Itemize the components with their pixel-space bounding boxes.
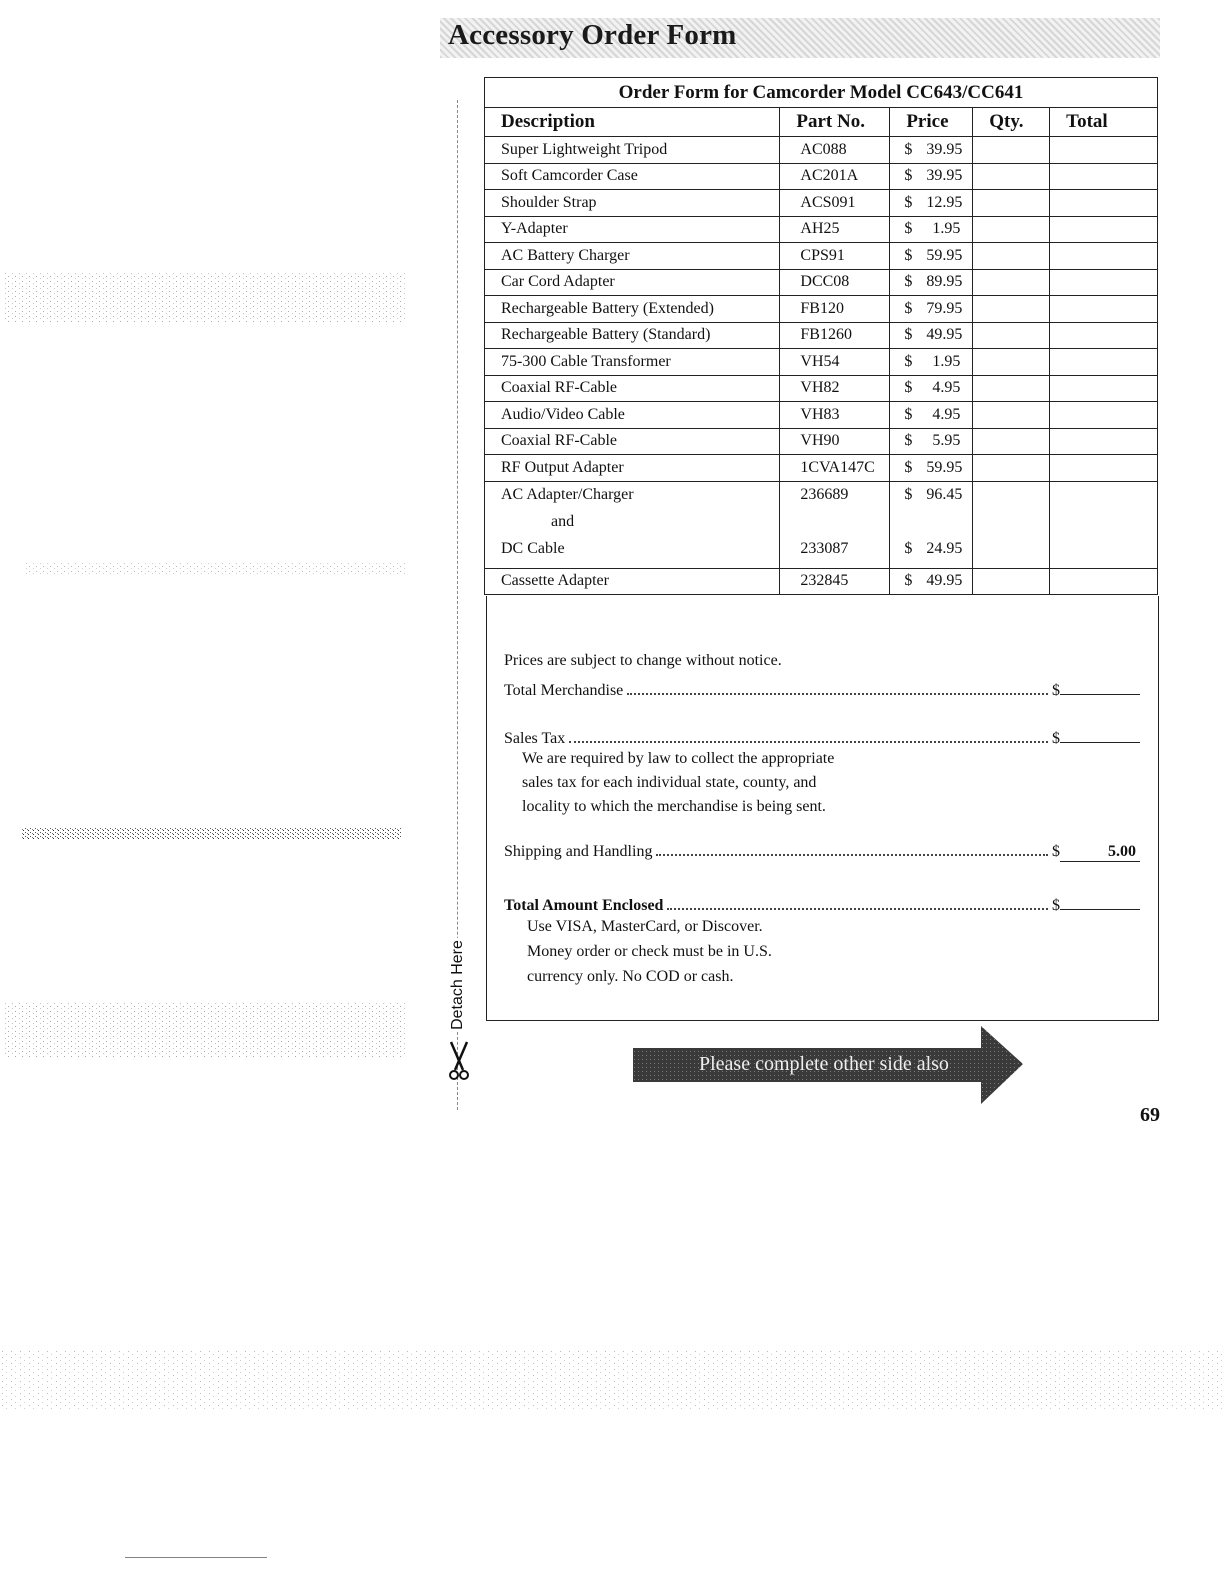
currency-symbol: $ bbox=[904, 352, 913, 370]
item-price-cell bbox=[890, 296, 973, 323]
currency-symbol: $ bbox=[904, 539, 913, 557]
currency-symbol: $ bbox=[1052, 682, 1060, 699]
currency-symbol: $ bbox=[904, 167, 913, 185]
total-merchandise-field[interactable] bbox=[1060, 676, 1140, 695]
item-qty-cell[interactable] bbox=[973, 296, 1050, 323]
total-merchandise-label: Total Merchandise bbox=[504, 682, 624, 699]
note-line: locality to which the merchandise is being sent. bbox=[522, 798, 826, 815]
item-description: 75-300 Cable Transformer bbox=[485, 349, 780, 376]
item-total-cell[interactable] bbox=[1050, 269, 1158, 296]
item-price: 39.95 bbox=[926, 140, 963, 158]
continue-arrow bbox=[633, 1026, 1023, 1104]
item-part-no: VH83 bbox=[780, 402, 890, 429]
currency-symbol: $ bbox=[904, 220, 913, 238]
note-line: We are required by law to collect the appropriate bbox=[522, 750, 835, 767]
currency-symbol: $ bbox=[904, 299, 913, 317]
item-part-no: DCC08 bbox=[780, 269, 890, 296]
currency-symbol: $ bbox=[904, 246, 913, 264]
item-description-cell bbox=[485, 481, 780, 568]
item-price: 24.95 bbox=[926, 539, 963, 557]
item-total-cell[interactable] bbox=[1050, 190, 1158, 217]
item-total-cell[interactable] bbox=[1050, 402, 1158, 429]
currency-symbol: $ bbox=[904, 458, 913, 476]
item-price-cell bbox=[890, 243, 973, 270]
table-row bbox=[485, 216, 1158, 243]
table-row bbox=[485, 296, 1158, 323]
scan-speckle-left bbox=[0, 0, 420, 1584]
table-row bbox=[485, 137, 1158, 164]
sales-tax-label: Sales Tax bbox=[504, 730, 566, 747]
item-joiner: and bbox=[551, 512, 575, 530]
page-number: 69 bbox=[1140, 1104, 1160, 1126]
arrow-text: Please complete other side also bbox=[699, 1053, 949, 1075]
table-row bbox=[485, 428, 1158, 455]
item-total-cell[interactable] bbox=[1050, 216, 1158, 243]
item-price: 96.45 bbox=[926, 485, 963, 503]
table-row bbox=[485, 375, 1158, 402]
note-line: Money order or check must be in U.S. bbox=[527, 943, 772, 960]
item-qty-cell[interactable] bbox=[973, 269, 1050, 296]
item-description: Rechargeable Battery (Extended) bbox=[485, 296, 780, 323]
currency-symbol: $ bbox=[904, 485, 913, 503]
item-part-no: AC088 bbox=[780, 137, 890, 164]
currency-symbol: $ bbox=[904, 432, 913, 450]
item-part-no: VH54 bbox=[780, 349, 890, 376]
currency-symbol: $ bbox=[904, 193, 913, 211]
currency-symbol: $ bbox=[904, 140, 913, 158]
currency-symbol: $ bbox=[904, 326, 913, 344]
table-row bbox=[485, 243, 1158, 270]
item-part-no: CPS91 bbox=[780, 243, 890, 270]
item-description: RF Output Adapter bbox=[485, 455, 780, 482]
sales-tax-field[interactable] bbox=[1060, 724, 1140, 743]
item-total-cell[interactable] bbox=[1050, 349, 1158, 376]
item-description: DC Cable bbox=[501, 539, 565, 557]
shipping-value: 5.00 bbox=[1060, 843, 1140, 862]
order-summary-box bbox=[486, 596, 1159, 1021]
dot-leader bbox=[656, 853, 1048, 856]
dot-leader bbox=[627, 692, 1048, 695]
item-part-no: ACS091 bbox=[780, 190, 890, 217]
item-price: 49.95 bbox=[926, 326, 963, 344]
item-part-no: 232845 bbox=[780, 568, 890, 595]
scan-speckle-bottom bbox=[0, 1350, 1224, 1410]
scissors-icon bbox=[446, 1040, 472, 1084]
item-qty-cell[interactable] bbox=[973, 243, 1050, 270]
note-line: Use VISA, MasterCard, or Discover. bbox=[527, 918, 763, 935]
item-price: 1.95 bbox=[932, 352, 961, 370]
item-total-cell[interactable] bbox=[1050, 455, 1158, 482]
item-price: 4.95 bbox=[932, 379, 961, 397]
item-total-cell[interactable] bbox=[1050, 428, 1158, 455]
item-qty-cell[interactable] bbox=[973, 349, 1050, 376]
currency-symbol: $ bbox=[904, 405, 913, 423]
shipping-label: Shipping and Handling bbox=[504, 843, 653, 860]
column-header-total: Total bbox=[1050, 108, 1158, 137]
item-qty-cell[interactable] bbox=[973, 481, 1050, 568]
note-line: sales tax for each individual state, county, and bbox=[522, 774, 817, 791]
item-qty-cell[interactable] bbox=[973, 428, 1050, 455]
item-description: Rechargeable Battery (Standard) bbox=[485, 322, 780, 349]
item-qty-cell[interactable] bbox=[973, 163, 1050, 190]
table-row bbox=[485, 402, 1158, 429]
item-description: Coaxial RF-Cable bbox=[485, 375, 780, 402]
item-total-cell[interactable] bbox=[1050, 568, 1158, 595]
item-qty-cell[interactable] bbox=[973, 455, 1050, 482]
item-price: 89.95 bbox=[926, 273, 963, 291]
order-table-header-row bbox=[485, 108, 1158, 137]
price-change-note: Prices are subject to change without notice. bbox=[504, 652, 782, 669]
table-row-combo bbox=[485, 481, 1158, 568]
item-description: AC Adapter/Charger bbox=[501, 485, 634, 503]
item-description: Shoulder Strap bbox=[485, 190, 780, 217]
bottom-rule bbox=[125, 1557, 267, 1558]
item-price-cell bbox=[890, 269, 973, 296]
dot-leader bbox=[667, 907, 1048, 910]
item-total-cell[interactable] bbox=[1050, 481, 1158, 568]
item-description: Cassette Adapter bbox=[485, 568, 780, 595]
item-qty-cell[interactable] bbox=[973, 402, 1050, 429]
item-total-cell[interactable] bbox=[1050, 375, 1158, 402]
item-price-cell bbox=[890, 349, 973, 376]
item-description: Soft Camcorder Case bbox=[485, 163, 780, 190]
item-qty-cell[interactable] bbox=[973, 322, 1050, 349]
item-qty-cell[interactable] bbox=[973, 375, 1050, 402]
item-price-cell bbox=[890, 190, 973, 217]
total-enclosed-line bbox=[504, 891, 1140, 913]
note-line: currency only. No COD or cash. bbox=[527, 968, 734, 985]
detach-label bbox=[447, 935, 469, 1035]
item-price-cell bbox=[890, 216, 973, 243]
item-price: 79.95 bbox=[926, 299, 963, 317]
table-row bbox=[485, 269, 1158, 296]
table-row bbox=[485, 163, 1158, 190]
item-total-cell[interactable] bbox=[1050, 243, 1158, 270]
item-description: Audio/Video Cable bbox=[485, 402, 780, 429]
currency-symbol: $ bbox=[1052, 730, 1060, 747]
item-price: 39.95 bbox=[926, 167, 963, 185]
item-price: 49.95 bbox=[926, 572, 963, 590]
item-qty-cell[interactable] bbox=[973, 216, 1050, 243]
item-price: 59.95 bbox=[926, 458, 963, 476]
item-price-cell bbox=[890, 481, 973, 568]
item-total-cell[interactable] bbox=[1050, 296, 1158, 323]
item-description: Super Lightweight Tripod bbox=[485, 137, 780, 164]
item-total-cell[interactable] bbox=[1050, 163, 1158, 190]
item-price-cell bbox=[890, 568, 973, 595]
item-price-cell bbox=[890, 402, 973, 429]
item-description: Car Cord Adapter bbox=[485, 269, 780, 296]
detach-label-text: Detach Here bbox=[449, 940, 466, 1030]
sales-tax-note bbox=[522, 747, 834, 819]
item-total-cell[interactable] bbox=[1050, 137, 1158, 164]
total-merchandise-line bbox=[504, 676, 1140, 698]
table-row bbox=[485, 349, 1158, 376]
item-part-no: 1CVA147C bbox=[780, 455, 890, 482]
item-part-no: AH25 bbox=[780, 216, 890, 243]
item-qty-cell[interactable] bbox=[973, 190, 1050, 217]
item-qty-cell[interactable] bbox=[973, 568, 1050, 595]
item-part-no: FB1260 bbox=[780, 322, 890, 349]
currency-symbol: $ bbox=[904, 572, 913, 590]
column-header-price: Price bbox=[890, 108, 973, 137]
item-price-cell bbox=[890, 322, 973, 349]
table-row bbox=[485, 322, 1158, 349]
item-price-cell bbox=[890, 428, 973, 455]
currency-symbol: $ bbox=[904, 379, 913, 397]
order-table-caption: Order Form for Camcorder Model CC643/CC641 bbox=[485, 78, 1158, 108]
column-header-description: Description bbox=[485, 108, 780, 137]
item-part-no: AC201A bbox=[780, 163, 890, 190]
currency-symbol: $ bbox=[904, 273, 913, 291]
payment-note bbox=[527, 914, 772, 989]
item-part-no: VH90 bbox=[780, 428, 890, 455]
total-enclosed-label: Total Amount Enclosed bbox=[504, 897, 664, 914]
item-price: 5.95 bbox=[932, 432, 961, 450]
item-total-cell[interactable] bbox=[1050, 322, 1158, 349]
item-description: Y-Adapter bbox=[485, 216, 780, 243]
item-description: Coaxial RF-Cable bbox=[485, 428, 780, 455]
item-part-no-cell bbox=[780, 481, 890, 568]
item-price: 59.95 bbox=[926, 246, 963, 264]
item-part-no: 236689 bbox=[800, 485, 849, 503]
item-qty-cell[interactable] bbox=[973, 137, 1050, 164]
sales-tax-line bbox=[504, 724, 1140, 746]
item-price-cell bbox=[890, 455, 973, 482]
column-header-part-no: Part No. bbox=[780, 108, 890, 137]
item-description: AC Battery Charger bbox=[485, 243, 780, 270]
item-part-no: 233087 bbox=[800, 539, 849, 557]
shipping-line bbox=[504, 843, 1140, 865]
currency-symbol: $ bbox=[1052, 843, 1060, 860]
item-price: 4.95 bbox=[932, 405, 961, 423]
order-table bbox=[484, 77, 1158, 595]
item-price-cell bbox=[890, 137, 973, 164]
page-title: Accessory Order Form bbox=[448, 19, 737, 51]
item-price: 12.95 bbox=[926, 193, 963, 211]
dot-leader bbox=[569, 740, 1048, 743]
table-row bbox=[485, 455, 1158, 482]
item-price-cell bbox=[890, 163, 973, 190]
total-enclosed-field[interactable] bbox=[1060, 891, 1140, 910]
item-part-no: FB120 bbox=[780, 296, 890, 323]
table-row bbox=[485, 190, 1158, 217]
item-price-cell bbox=[890, 375, 973, 402]
column-header-qty: Qty. bbox=[973, 108, 1050, 137]
table-row bbox=[485, 568, 1158, 595]
item-price: 1.95 bbox=[932, 220, 961, 238]
item-part-no: VH82 bbox=[780, 375, 890, 402]
currency-symbol: $ bbox=[1052, 897, 1060, 914]
